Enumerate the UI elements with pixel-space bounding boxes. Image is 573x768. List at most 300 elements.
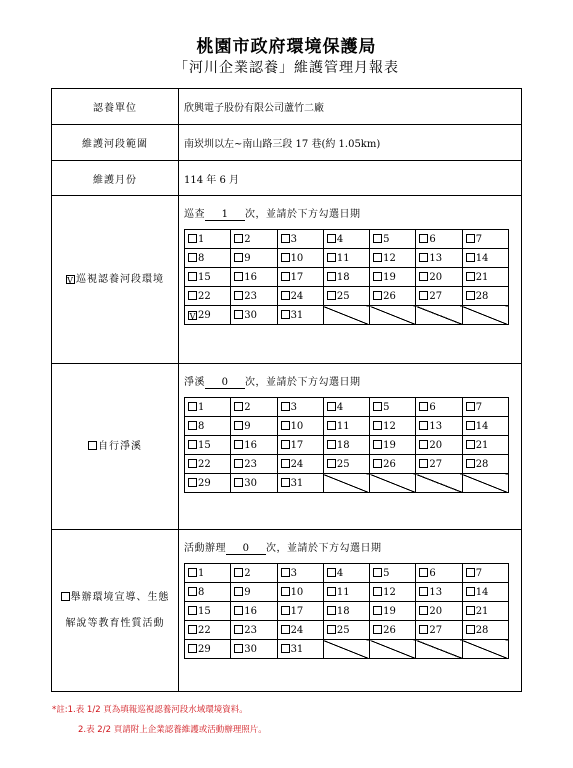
day-checkbox[interactable] (327, 568, 336, 577)
day-checkbox[interactable] (373, 459, 382, 468)
day-cell[interactable] (462, 287, 508, 306)
day-checkbox[interactable] (327, 587, 336, 596)
day-cell[interactable] (462, 621, 508, 640)
day-number: 15 (198, 271, 211, 283)
day-cell[interactable] (185, 287, 231, 306)
day-cell[interactable] (323, 417, 369, 436)
day-cell[interactable] (185, 306, 231, 325)
day-number: 10 (290, 252, 304, 264)
day-number: 30 (244, 477, 258, 489)
day-cell[interactable] (231, 417, 277, 436)
day-checkbox[interactable] (281, 272, 290, 281)
day-cell[interactable] (277, 249, 323, 268)
day-checkbox[interactable] (373, 402, 382, 411)
day-cell[interactable] (185, 230, 231, 249)
day-number: 16 (244, 605, 258, 617)
day-cell[interactable] (370, 287, 416, 306)
day-grid (184, 397, 509, 493)
day-cell[interactable] (416, 583, 462, 602)
day-number: 25 (336, 290, 350, 302)
day-number: 1 (198, 567, 205, 579)
day-cell[interactable] (231, 602, 277, 621)
day-checkbox[interactable] (419, 459, 428, 468)
day-cell[interactable] (323, 602, 369, 621)
day-checkbox[interactable] (234, 402, 243, 411)
day-cell[interactable] (416, 417, 462, 436)
day-checkbox[interactable] (466, 606, 475, 615)
day-checkbox[interactable] (281, 440, 290, 449)
day-number: 28 (475, 624, 489, 636)
day-cell[interactable] (185, 621, 231, 640)
day-number: 5 (383, 401, 390, 413)
day-cell[interactable] (370, 398, 416, 417)
day-number: 3 (290, 567, 297, 579)
day-cell[interactable] (277, 268, 323, 287)
day-checkbox[interactable] (188, 606, 197, 615)
day-number: 4 (336, 567, 344, 579)
day-cell[interactable] (416, 249, 462, 268)
day-cell[interactable] (462, 583, 508, 602)
day-number: 13 (429, 420, 443, 432)
day-checkbox[interactable] (419, 421, 428, 430)
day-number: 6 (429, 401, 436, 413)
day-number: 19 (383, 271, 396, 283)
day-cell[interactable] (231, 621, 277, 640)
day-checkbox[interactable] (373, 253, 382, 262)
day-number: 9 (244, 252, 251, 264)
day-checkbox[interactable] (373, 606, 382, 615)
day-checkbox[interactable] (327, 291, 336, 300)
day-cell[interactable] (231, 230, 277, 249)
day-row (185, 417, 509, 436)
day-number: 19 (383, 439, 396, 451)
section-count-line: 巡查 1 次，並請於下方勾選日期 (184, 209, 361, 220)
day-cell[interactable] (462, 602, 508, 621)
day-number: 22 (198, 624, 211, 636)
day-checkbox[interactable] (234, 644, 243, 653)
day-number: 21 (475, 271, 489, 283)
day-checkbox[interactable] (234, 587, 243, 596)
day-cell[interactable] (416, 287, 462, 306)
day-cell[interactable] (185, 640, 231, 659)
day-cell[interactable] (370, 583, 416, 602)
day-number: 21 (475, 605, 489, 617)
day-number: 25 (336, 458, 350, 470)
day-cell[interactable] (231, 398, 277, 417)
day-number: 27 (429, 290, 443, 302)
day-number: 23 (244, 458, 258, 470)
section-checkbox[interactable]: V (67, 275, 74, 285)
day-number: 28 (475, 458, 489, 470)
day-cell[interactable] (185, 455, 231, 474)
day-checkbox[interactable] (234, 459, 243, 468)
day-cell[interactable] (231, 640, 277, 659)
day-cell[interactable] (462, 564, 508, 583)
day-cell[interactable] (462, 230, 508, 249)
day-number: 29 (198, 477, 211, 489)
day-checkbox[interactable] (234, 421, 243, 430)
empty-day-cell (462, 640, 508, 659)
day-checkbox[interactable] (281, 291, 290, 300)
info-label: 認養單位 (52, 89, 179, 125)
day-number: 17 (290, 439, 304, 451)
section-row (52, 196, 522, 364)
day-checkbox[interactable] (234, 478, 243, 487)
day-cell[interactable] (277, 564, 323, 583)
day-checkbox[interactable] (188, 421, 197, 430)
day-checkbox[interactable] (419, 253, 428, 262)
section-count-line: 活動辦理 0 次，並請於下方勾選日期 (184, 543, 382, 554)
day-number: 18 (336, 439, 350, 451)
day-cell[interactable] (277, 306, 323, 325)
day-number: 9 (244, 420, 251, 432)
day-cell[interactable] (462, 417, 508, 436)
day-cell[interactable] (323, 230, 369, 249)
day-cell[interactable] (277, 398, 323, 417)
day-number: 8 (198, 586, 205, 598)
section-checkbox[interactable] (88, 441, 97, 450)
day-cell[interactable] (185, 564, 231, 583)
day-checkbox[interactable] (327, 402, 336, 411)
day-checkbox[interactable] (281, 644, 290, 653)
report-table (51, 88, 522, 692)
day-cell[interactable] (277, 455, 323, 474)
day-cell[interactable] (416, 564, 462, 583)
day-checkbox[interactable] (281, 310, 290, 319)
day-checkbox[interactable] (466, 253, 475, 262)
day-checkbox[interactable] (281, 402, 290, 411)
section-label: V 巡視認養河段環境 (67, 273, 164, 285)
day-checkbox[interactable] (327, 459, 336, 468)
count-blank[interactable]: 0 (226, 543, 266, 555)
day-grid (184, 229, 509, 325)
day-checkbox[interactable] (188, 402, 197, 411)
day-cell[interactable] (370, 621, 416, 640)
day-checkbox[interactable] (373, 440, 382, 449)
day-checkbox[interactable] (466, 234, 475, 243)
day-checkbox[interactable] (466, 291, 475, 300)
day-number: 13 (429, 252, 443, 264)
day-checkbox[interactable] (327, 625, 336, 634)
day-cell[interactable] (185, 417, 231, 436)
info-value: 南崁圳以左~南山路三段 17 巷(約 1.05km) (179, 125, 522, 161)
day-cell[interactable] (416, 436, 462, 455)
day-number: 15 (198, 605, 211, 617)
day-checkbox[interactable] (419, 587, 428, 596)
day-row (185, 230, 509, 249)
day-cell[interactable] (416, 602, 462, 621)
day-cell[interactable] (370, 455, 416, 474)
day-checkbox[interactable] (419, 568, 428, 577)
day-number: 12 (383, 586, 396, 598)
day-cell[interactable] (185, 583, 231, 602)
day-checkbox[interactable] (327, 272, 336, 281)
day-number: 22 (198, 458, 211, 470)
day-cell[interactable] (323, 398, 369, 417)
day-checkbox[interactable] (281, 234, 290, 243)
day-cell[interactable] (370, 602, 416, 621)
day-number: 5 (383, 233, 390, 245)
day-cell[interactable] (277, 436, 323, 455)
empty-day-cell (323, 640, 369, 659)
day-number: 20 (429, 271, 443, 283)
empty-day-cell (416, 306, 462, 325)
day-checkbox[interactable] (466, 459, 475, 468)
day-checkbox[interactable] (234, 606, 243, 615)
day-cell[interactable] (231, 455, 277, 474)
day-cell[interactable] (323, 455, 369, 474)
day-cell[interactable] (231, 474, 277, 493)
day-number: 27 (429, 624, 443, 636)
day-row (185, 306, 509, 325)
day-cell[interactable] (185, 436, 231, 455)
day-cell[interactable] (370, 230, 416, 249)
day-number: 11 (336, 252, 350, 264)
day-cell[interactable] (416, 268, 462, 287)
day-checkbox[interactable] (188, 478, 197, 487)
day-checkbox[interactable] (234, 625, 243, 634)
day-row (185, 640, 509, 659)
day-cell[interactable] (416, 398, 462, 417)
day-cell[interactable] (462, 436, 508, 455)
day-number: 10 (290, 586, 304, 598)
day-checkbox[interactable] (188, 253, 197, 262)
section-checkbox[interactable] (61, 592, 70, 601)
day-number: 8 (198, 420, 205, 432)
day-checkbox[interactable] (234, 253, 243, 262)
day-checkbox[interactable] (419, 272, 428, 281)
day-checkbox[interactable] (188, 440, 197, 449)
day-checkbox[interactable] (373, 568, 382, 577)
day-checkbox[interactable] (234, 272, 243, 281)
day-number: 6 (429, 233, 436, 245)
day-number: 16 (244, 439, 258, 451)
day-checkbox[interactable] (466, 440, 475, 449)
day-cell[interactable] (323, 268, 369, 287)
day-number: 11 (336, 586, 350, 598)
day-number: 18 (336, 271, 350, 283)
empty-day-cell (370, 306, 416, 325)
empty-day-cell (370, 474, 416, 493)
day-checkbox[interactable] (281, 587, 290, 596)
day-number: 24 (290, 458, 304, 470)
day-checkbox[interactable] (281, 625, 290, 634)
day-checkbox[interactable] (281, 606, 290, 615)
day-checkbox[interactable] (327, 234, 336, 243)
day-number: 30 (244, 309, 258, 321)
day-checkbox[interactable] (466, 421, 475, 430)
day-checkbox[interactable] (188, 291, 197, 300)
day-number: 4 (336, 401, 344, 413)
day-number: 26 (383, 458, 396, 470)
day-cell[interactable] (277, 640, 323, 659)
day-cell[interactable] (323, 249, 369, 268)
day-cell[interactable] (277, 621, 323, 640)
day-cell[interactable] (277, 602, 323, 621)
day-number: 30 (244, 643, 258, 655)
day-checkbox[interactable] (419, 234, 428, 243)
day-checkbox[interactable] (281, 478, 290, 487)
day-cell[interactable] (231, 287, 277, 306)
day-checkbox[interactable] (327, 440, 336, 449)
info-label: 維護河段範圍 (52, 125, 179, 161)
day-cell[interactable] (185, 249, 231, 268)
day-cell[interactable] (370, 268, 416, 287)
section-label: 舉辦環境宣導、生態 解說等教育性質活動 (52, 585, 178, 637)
day-checkbox[interactable] (327, 606, 336, 615)
day-checkbox[interactable] (373, 421, 382, 430)
info-row-month (52, 161, 522, 196)
empty-day-cell (323, 474, 369, 493)
day-checkbox[interactable] (281, 568, 290, 577)
day-checkbox[interactable] (234, 310, 243, 319)
day-cell[interactable] (462, 249, 508, 268)
empty-day-cell (416, 640, 462, 659)
day-cell[interactable] (370, 564, 416, 583)
footnote-2: 2.表 2/2 頁請附上企業認養維護或活動辦理照片。 (78, 725, 267, 735)
day-cell[interactable] (231, 436, 277, 455)
day-cell[interactable] (323, 621, 369, 640)
day-cell[interactable] (370, 249, 416, 268)
day-checkbox[interactable] (327, 253, 336, 262)
day-number: 3 (290, 401, 297, 413)
day-checkbox[interactable] (188, 587, 197, 596)
day-cell[interactable] (185, 268, 231, 287)
day-checkbox[interactable] (419, 625, 428, 634)
day-checkbox[interactable] (419, 606, 428, 615)
day-number: 10 (290, 420, 304, 432)
day-cell[interactable] (277, 583, 323, 602)
day-number: 6 (429, 567, 436, 579)
day-row (185, 621, 509, 640)
day-cell[interactable] (370, 417, 416, 436)
day-checkbox[interactable] (188, 568, 197, 577)
day-cell[interactable] (231, 306, 277, 325)
day-number: 7 (475, 401, 483, 413)
day-checkbox[interactable] (234, 440, 243, 449)
day-checkbox[interactable] (234, 234, 243, 243)
day-checkbox[interactable] (466, 625, 475, 634)
day-checkbox[interactable] (281, 421, 290, 430)
day-number: 31 (290, 309, 304, 321)
day-checkbox[interactable]: V (189, 311, 196, 321)
day-cell[interactable] (462, 268, 508, 287)
day-number: 21 (475, 439, 489, 451)
day-number: 29 (198, 309, 211, 321)
day-number: 25 (336, 624, 350, 636)
day-number: 15 (198, 439, 211, 451)
day-checkbox[interactable] (234, 568, 243, 577)
day-row (185, 268, 509, 287)
day-cell[interactable] (231, 249, 277, 268)
info-row-unit (52, 89, 522, 125)
day-checkbox[interactable] (373, 587, 382, 596)
day-checkbox[interactable] (466, 568, 475, 577)
day-checkbox[interactable] (373, 291, 382, 300)
day-checkbox[interactable] (281, 253, 290, 262)
empty-day-cell (323, 306, 369, 325)
page-title: 桃園市政府環境保護局 (196, 37, 377, 57)
section-count-line: 淨溪 0 次，並請於下方勾選日期 (184, 377, 361, 388)
day-number: 29 (198, 643, 211, 655)
day-number: 11 (336, 420, 350, 432)
day-checkbox[interactable] (419, 440, 428, 449)
day-number: 12 (383, 252, 396, 264)
day-number: 20 (429, 439, 443, 451)
day-number: 14 (475, 420, 489, 432)
page-subtitle: 「河川企業認養」維護管理月報表 (174, 60, 399, 76)
day-cell[interactable] (323, 436, 369, 455)
day-checkbox[interactable] (419, 402, 428, 411)
day-number: 17 (290, 605, 304, 617)
day-checkbox[interactable] (281, 459, 290, 468)
empty-day-cell (462, 306, 508, 325)
day-checkbox[interactable] (188, 272, 197, 281)
day-cell[interactable] (416, 621, 462, 640)
day-row (185, 602, 509, 621)
day-cell[interactable] (323, 564, 369, 583)
day-cell[interactable] (462, 398, 508, 417)
day-checkbox[interactable] (188, 644, 197, 653)
day-checkbox[interactable] (466, 402, 475, 411)
day-cell[interactable] (323, 287, 369, 306)
empty-day-cell (416, 474, 462, 493)
day-cell[interactable] (416, 455, 462, 474)
day-checkbox[interactable] (188, 625, 197, 634)
day-cell[interactable] (462, 455, 508, 474)
count-blank[interactable]: 0 (205, 377, 245, 389)
day-checkbox[interactable] (419, 291, 428, 300)
footnote-1: *註:1.表 1/2 頁為填報巡視認養河段水域環境資料。 (52, 705, 248, 715)
day-number: 26 (383, 290, 396, 302)
day-cell[interactable] (231, 564, 277, 583)
day-cell[interactable] (370, 436, 416, 455)
footnotes (52, 700, 267, 740)
day-number: 27 (429, 458, 443, 470)
day-row (185, 583, 509, 602)
day-checkbox[interactable] (188, 234, 197, 243)
day-cell[interactable] (277, 417, 323, 436)
day-cell[interactable] (231, 268, 277, 287)
day-checkbox[interactable] (188, 459, 197, 468)
section-label: 自行淨溪 (88, 434, 142, 460)
day-checkbox[interactable] (327, 421, 336, 430)
day-checkbox[interactable] (373, 272, 382, 281)
day-number: 31 (290, 477, 304, 489)
count-blank[interactable]: 1 (205, 209, 245, 221)
day-cell[interactable] (277, 474, 323, 493)
day-cell[interactable] (277, 230, 323, 249)
day-cell[interactable] (185, 474, 231, 493)
day-number: 1 (198, 233, 205, 245)
day-number: 5 (383, 567, 390, 579)
day-cell[interactable] (416, 230, 462, 249)
day-checkbox[interactable] (466, 272, 475, 281)
day-row (185, 455, 509, 474)
day-number: 1 (198, 401, 205, 413)
day-checkbox[interactable] (466, 587, 475, 596)
day-cell[interactable] (185, 398, 231, 417)
day-cell[interactable] (323, 583, 369, 602)
day-cell[interactable] (277, 287, 323, 306)
day-grid (184, 563, 509, 659)
day-cell[interactable] (185, 602, 231, 621)
day-checkbox[interactable] (234, 291, 243, 300)
day-checkbox[interactable] (373, 625, 382, 634)
day-cell[interactable] (231, 583, 277, 602)
day-checkbox[interactable] (373, 234, 382, 243)
day-number: 12 (383, 420, 396, 432)
